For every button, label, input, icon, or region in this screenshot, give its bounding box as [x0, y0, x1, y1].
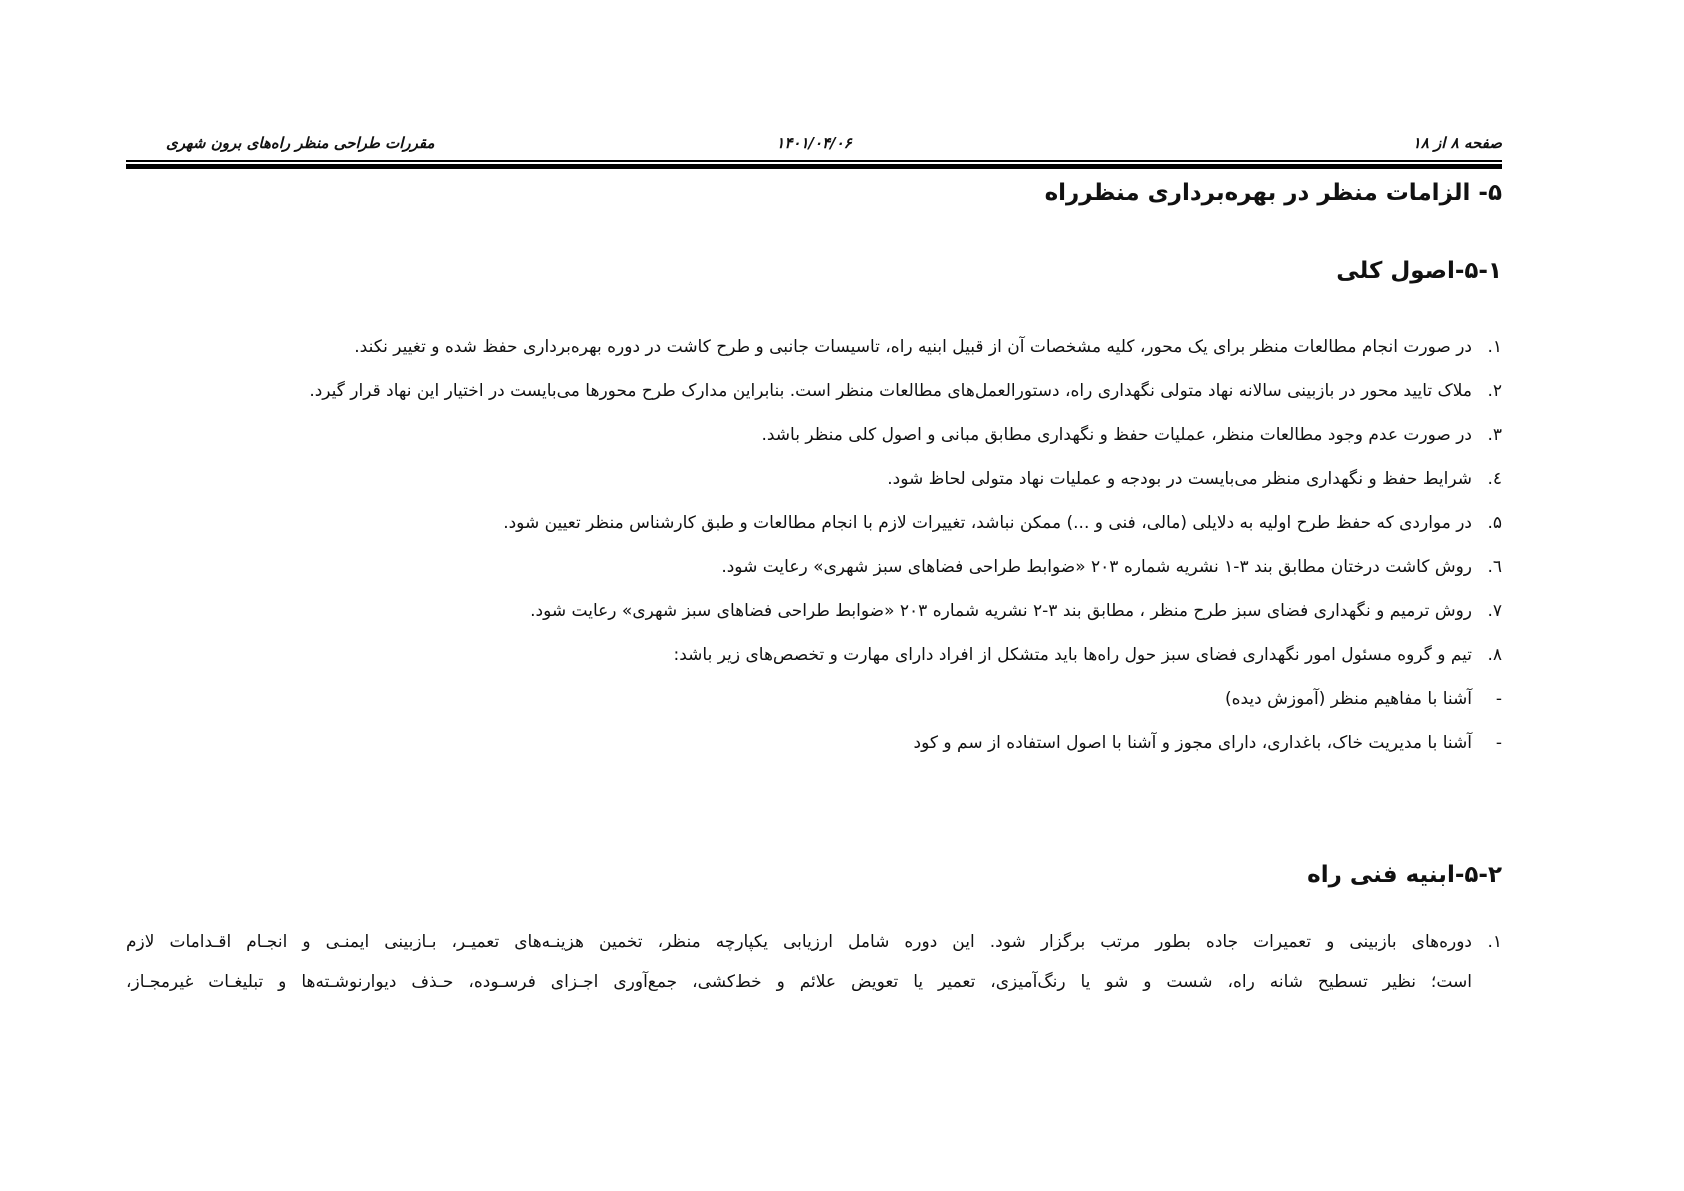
list-item — [721, 557, 1502, 577]
item-text: ملاک تایید محور در بازبینی سالانه نهاد متولی نگهداری راه، دستورالعمل‌های مطالعات منظر است. بنابراین مدارک طرح محورها می‌بایست در اختیار این نهاد قرار گیرد. — [309, 381, 1472, 401]
item-number: ٤. — [1487, 469, 1502, 489]
subsection-heading-structures: ۵-۲-ابنیه فنی راه — [1307, 862, 1502, 888]
item-text: روش ترمیم و نگهداری فضای سبز طرح منظر ، مطابق بند ۳-۲ نشریه شماره ۲۰۳ «ضوابط طراحی فضاهای سبز شهری» رعایت شود. — [530, 601, 1472, 621]
header-rule-thin — [126, 160, 1502, 162]
list-item — [309, 381, 1502, 401]
page-header — [126, 128, 1502, 158]
bullet-dash: - — [1495, 733, 1502, 753]
list-item — [674, 645, 1502, 665]
item-number: ۳. — [1487, 425, 1502, 445]
bullet-item — [914, 733, 1502, 753]
item-text: شرایط حفظ و نگهداری منظر می‌بایست در بودجه و عملیات نهاد متولی لحاظ شود. — [887, 469, 1472, 489]
list-item — [503, 513, 1502, 533]
header-rule-thick — [126, 164, 1502, 169]
bullet-dash: - — [1495, 689, 1502, 709]
paragraph-line: دوره‌های بازبینی و تعمیرات جاده بطور مرتب برگزار شود. این دوره شامل ارزیابی یکپارچه منظر، تخمین هزینـه‌های تعمیـر، بـازبینی ایمنـی و انجـام اقـدامات لازم — [126, 932, 1472, 952]
list-item — [887, 469, 1502, 489]
list-item — [530, 601, 1502, 621]
subsection-heading-general: ۵-۱-اصول کلی — [1336, 258, 1502, 284]
item-text: در صورت عدم وجود مطالعات منظر، عملیات حفظ و نگهداری مطابق مبانی و اصول کلی منظر باشد. — [761, 425, 1472, 445]
document-title: مقررات طراحی منظر راه‌های برون شهری — [166, 134, 435, 152]
item-number: ۷. — [1487, 601, 1502, 621]
item-text: در صورت انجام مطالعات منظر برای یک محور، کلیه مشخصات آن از قبیل ابنیه راه، تاسیسات جانبی و طرح کاشت در دوره بهره‌برداری حفظ شده و تغییر نکند. — [354, 337, 1472, 357]
item-text: تیم و گروه مسئول امور نگهداری فضای سبز حول راه‌ها باید متشکل از افراد دارای مهارت و تخصص‌های زیر باشد: — [673, 645, 1472, 665]
paragraph-line: است؛ نظیر تسطیح شانه راه، شست و شو یا رنگ‌آمیزی، تعمیر یا تعویض علائم و خط‌کشی، جمع‌آوری اجـزای فرسـوده، حـذف دیوارنوشـته‌ها و تبلیغـات غیرمجـاز، — [126, 972, 1472, 992]
item-number: ٦. — [1487, 557, 1502, 577]
section-heading: ۵- الزامات منظر در بهره‌برداری منظرراه — [1044, 180, 1502, 206]
item-number: ۲. — [1487, 381, 1502, 401]
item-text: در مواردی که حفظ طرح اولیه به دلایلی (مالی، فنی و ...) ممکن نباشد، تغییرات لازم با انجام مطالعات و طبق کارشناس منظر تعیین شود. — [503, 513, 1472, 533]
page-number: صفحه ۸ از ۱۸ — [1412, 134, 1502, 152]
item-number: ۸. — [1487, 645, 1502, 665]
bullet-item — [1225, 689, 1502, 709]
document-date: ۱۴۰۱/۰۴/۰۶ — [776, 134, 852, 152]
item-text: روش کاشت درختان مطابق بند ۳-۱ نشریه شماره ۲۰۳ «ضوابط طراحی فضاهای سبز شهری» رعایت شود. — [721, 557, 1472, 577]
item-number: ۵. — [1487, 513, 1502, 533]
item-number: ۱. — [1487, 337, 1502, 357]
bullet-text: آشنا با مفاهیم منظر (آموزش دیده) — [1224, 689, 1472, 709]
list-item — [761, 425, 1502, 445]
paragraph-item — [126, 922, 1502, 1002]
bullet-text: آشنا با مدیریت خاک، باغداری، دارای مجوز و آشنا با اصول استفاده از سم و کود — [913, 733, 1472, 753]
list-item — [354, 337, 1502, 357]
item-number: ۱. — [1487, 932, 1502, 952]
